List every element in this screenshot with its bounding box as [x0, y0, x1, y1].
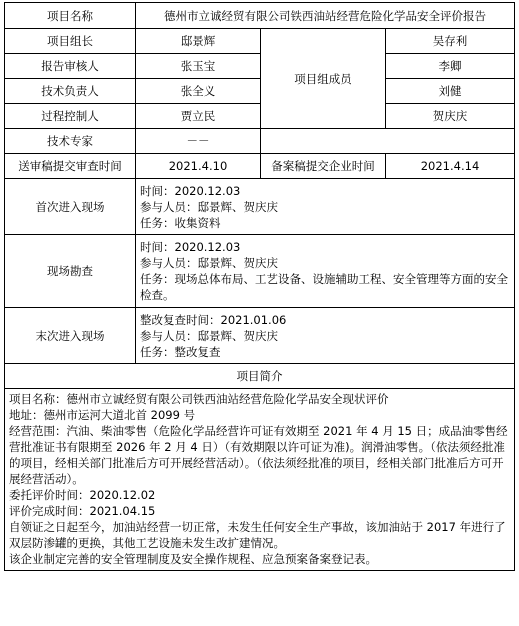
visit-task: 任务：整改复查 — [140, 344, 221, 359]
summary-body — [5, 389, 515, 571]
dates-row — [5, 154, 515, 179]
leader-value: 邸景辉 — [136, 29, 261, 54]
visit-time: 时间：2020.12.03 — [140, 240, 241, 254]
summary-paragraph: 委托评价时间：2020.12.02 — [9, 488, 156, 502]
member-value: 贺庆庆 — [386, 104, 515, 129]
summary-title-row — [5, 364, 515, 389]
summary-paragraph: 该企业制定完善的安全管理制度及安全操作规程、应急预案备案登记表。 — [9, 552, 377, 566]
reviewer-value: 张玉宝 — [136, 54, 261, 79]
visit-time: 整改复查时间：2021.01.06 — [140, 312, 287, 327]
expert-label: 技术专家 — [5, 129, 136, 154]
visit-task: 任务：现场总体布局、工艺设备、设施辅助工程、安全管理等方面的安全检查。 — [140, 272, 508, 302]
tech-lead-row — [5, 79, 515, 104]
visit-participants: 参与人员：邸景辉、贺庆庆 — [140, 256, 278, 270]
project-name-value: 德州市立诚经贸有限公司铁西油站经营危险化学品安全评价报告 — [136, 3, 515, 29]
expert-value: －－ — [136, 129, 261, 154]
members-label: 项目组成员 — [261, 29, 386, 129]
filing-label: 备案稿提交企业时间 — [261, 154, 386, 179]
submit-review-label: 送审稿提交审查时间 — [5, 154, 136, 179]
visit-label: 首次进入现场 — [5, 179, 136, 235]
visit-details — [136, 235, 515, 308]
tech-lead-label: 技术负责人 — [5, 79, 136, 104]
summary-body-row — [5, 389, 515, 571]
reviewer-label: 报告审核人 — [5, 54, 136, 79]
summary-paragraph: 地址：德州市运河大道北首 2099 号 — [9, 408, 196, 422]
project-name-row — [5, 3, 515, 29]
leader-row — [5, 29, 515, 54]
process-label: 过程控制人 — [5, 104, 136, 129]
empty-cell — [261, 129, 515, 154]
visit-row-first — [5, 179, 515, 235]
tech-lead-value: 张全义 — [136, 79, 261, 104]
member-value: 刘健 — [386, 79, 515, 104]
summary-paragraph: 自领证之日起至今，加油站经营一切正常，未发生任何安全生产事故，该加油站于 2017 年进行了双层防渗罐的更换，其他工艺设施未发生改扩建情况。 — [9, 520, 506, 550]
project-name-label: 项目名称 — [5, 3, 136, 29]
evaluation-info-table — [4, 2, 515, 571]
visit-details — [136, 308, 515, 364]
visit-row-last — [5, 308, 515, 364]
summary-paragraph: 项目名称：德州市立诚经贸有限公司铁西油站经营危险化学品安全现状评价 — [9, 392, 389, 406]
reviewer-row — [5, 54, 515, 79]
visit-task: 任务：收集资料 — [140, 215, 221, 230]
filing-value: 2021.4.14 — [386, 154, 515, 179]
leader-label: 项目组长 — [5, 29, 136, 54]
visit-participants: 参与人员：邸景辉、贺庆庆 — [140, 328, 278, 343]
submit-review-value: 2021.4.10 — [136, 154, 261, 179]
summary-title: 项目简介 — [5, 364, 515, 389]
visit-participants: 参与人员：邸景辉、贺庆庆 — [140, 199, 278, 214]
visit-details — [136, 179, 515, 235]
member-value: 吴存利 — [386, 29, 515, 54]
process-row — [5, 104, 515, 129]
summary-paragraph: 经营范围：汽油、柴油零售（危险化学品经营许可证有效期至 2021 年 4 月 15 日；成品油零售经营批准证书有限期至 2026 年 2 月 4 日）（有效期限以许可证为准)。润滑油零售。（依法须经批准的项目，经相关部门批准后方可开展经营活动）。（依法须经批准的项目，经相关部门批准后方可开展经营活动）。 — [9, 424, 508, 486]
visit-time: 时间：2020.12.03 — [140, 183, 241, 198]
process-value: 贾立民 — [136, 104, 261, 129]
visit-label: 现场勘查 — [5, 235, 136, 308]
expert-row — [5, 129, 515, 154]
summary-paragraph: 评价完成时间：2021.04.15 — [9, 504, 156, 518]
member-value: 李卿 — [386, 54, 515, 79]
visit-row-survey — [5, 235, 515, 308]
visit-label: 末次进入现场 — [5, 308, 136, 364]
